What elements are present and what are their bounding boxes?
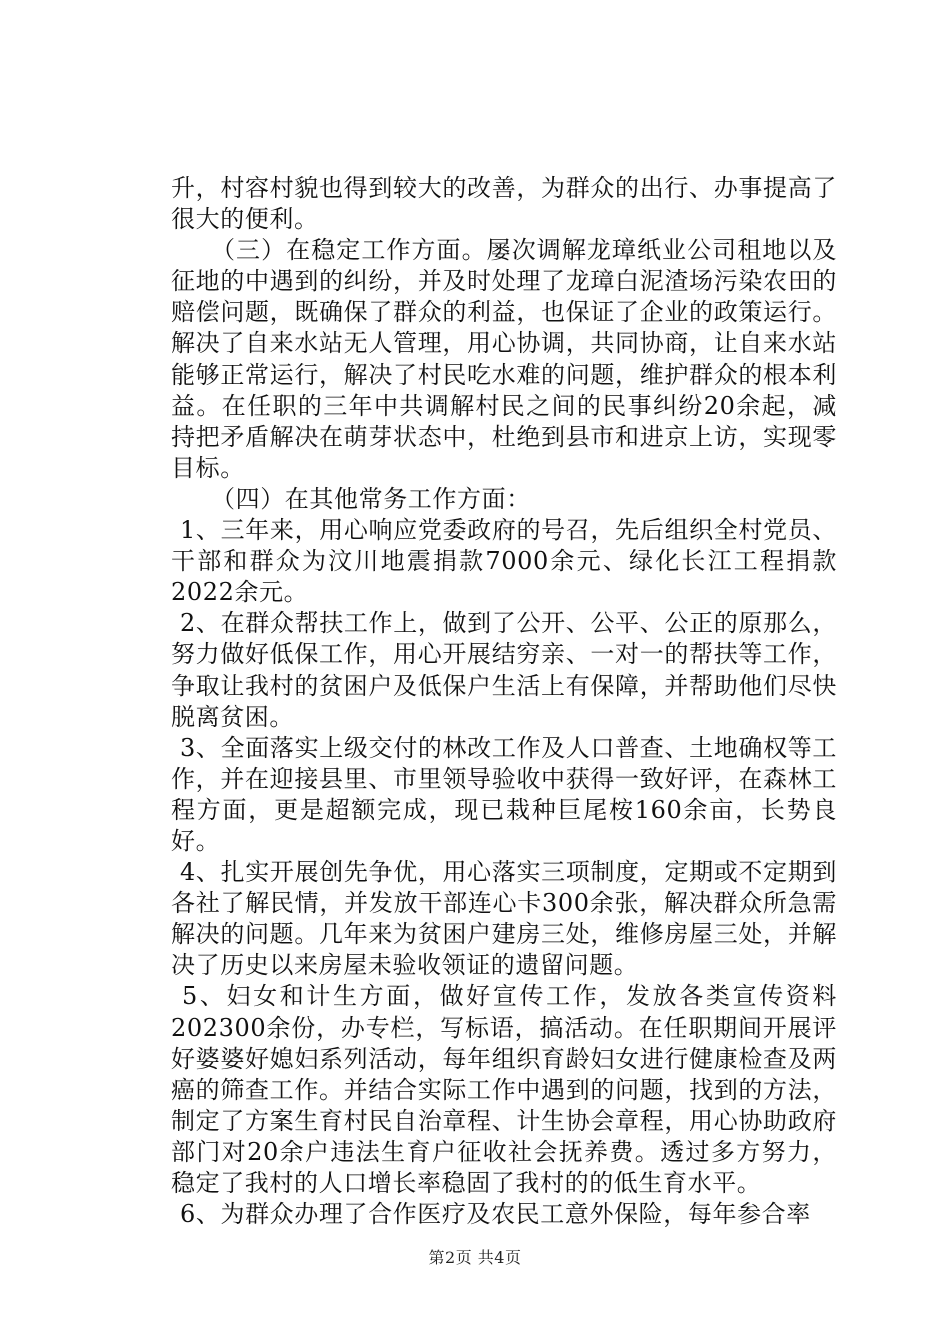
document-body — [171, 173, 837, 1230]
paragraph-stability-work: （三）在稳定工作方面。屡次调解龙璋纸业公司租地以及征地的中遇到的纠纷，并及时处理了龙璋白泥渣场污染农田的赔偿问题，既确保了群众的利益，也保证了企业的政策运行。解决了自来水站无人管理，用心协调，共同协商，让自来水站能够正常运行，解决了村民吃水难的问题，维护群众的根本利益。在任职的三年中共调解村民之间的民事纠纷20余起，减持把矛盾解决在萌芽状态中，杜绝到县市和进京上访，实现零目标。 — [171, 236, 837, 482]
paragraph-item-2: 2、在群众帮扶工作上，做到了公开、公平、公正的原那么，努力做好低保工作，用心开展结穷亲、一对一的帮扶等工作，争取让我村的贫困户及低保户生活上有保障，并帮助他们尽快脱离贫困。 — [171, 609, 837, 731]
paragraph-continuation: 升，村容村貌也得到较大的改善，为群众的出行、办事提高了很大的便利。 — [171, 174, 837, 234]
paragraph-item-5: 5、妇女和计生方面，做好宣传工作，发放各类宣传资料202300余份，办专栏，写标语，搞活动。在任职期间开展评好婆婆好媳妇系列活动，每年组织育龄妇女进行健康检查及两癌的筛查工作。并结合实际工作中遇到的问题，找到的方法，制定了方案生育村民自治章程、计生协会章程，用心协助政府部门对20余户违法生育户征收社会抚养费。透过多方努力，稳定了我村的人口增长率稳固了我村的的低生育水平。 — [171, 982, 837, 1197]
paragraph-item-1: 1、三年来，用心响应党委政府的号召，先后组织全村党员、干部和群众为汶川地震捐款7000余元、绿化长江工程捐款2022余元。 — [171, 516, 837, 607]
paragraph-item-4: 4、扎实开展创先争优，用心落实三项制度，定期或不定期到各社了解民情，并发放干部连心卡300余张，解决群众所急需解决的问题。几年来为贫困户建房三处，维修房屋三处，并解决了历史以来房屋未验收领证的遗留问题。 — [171, 858, 837, 980]
paragraph-other-work-heading: （四）在其他常务工作方面： — [211, 484, 531, 513]
page-number-footer: 第2页 共4页 — [428, 1248, 522, 1267]
paragraph-item-3: 3、全面落实上级交付的林改工作及人口普查、土地确权等工作，并在迎接县里、市里领导验收中获得一致好评，在森林工程方面，更是超额完成，现已栽种巨尾桉160余亩，长势良好。 — [171, 733, 837, 855]
paragraph-item-6: 6、为群众办理了合作医疗及农民工意外保险，每年参合率 — [180, 1200, 811, 1229]
